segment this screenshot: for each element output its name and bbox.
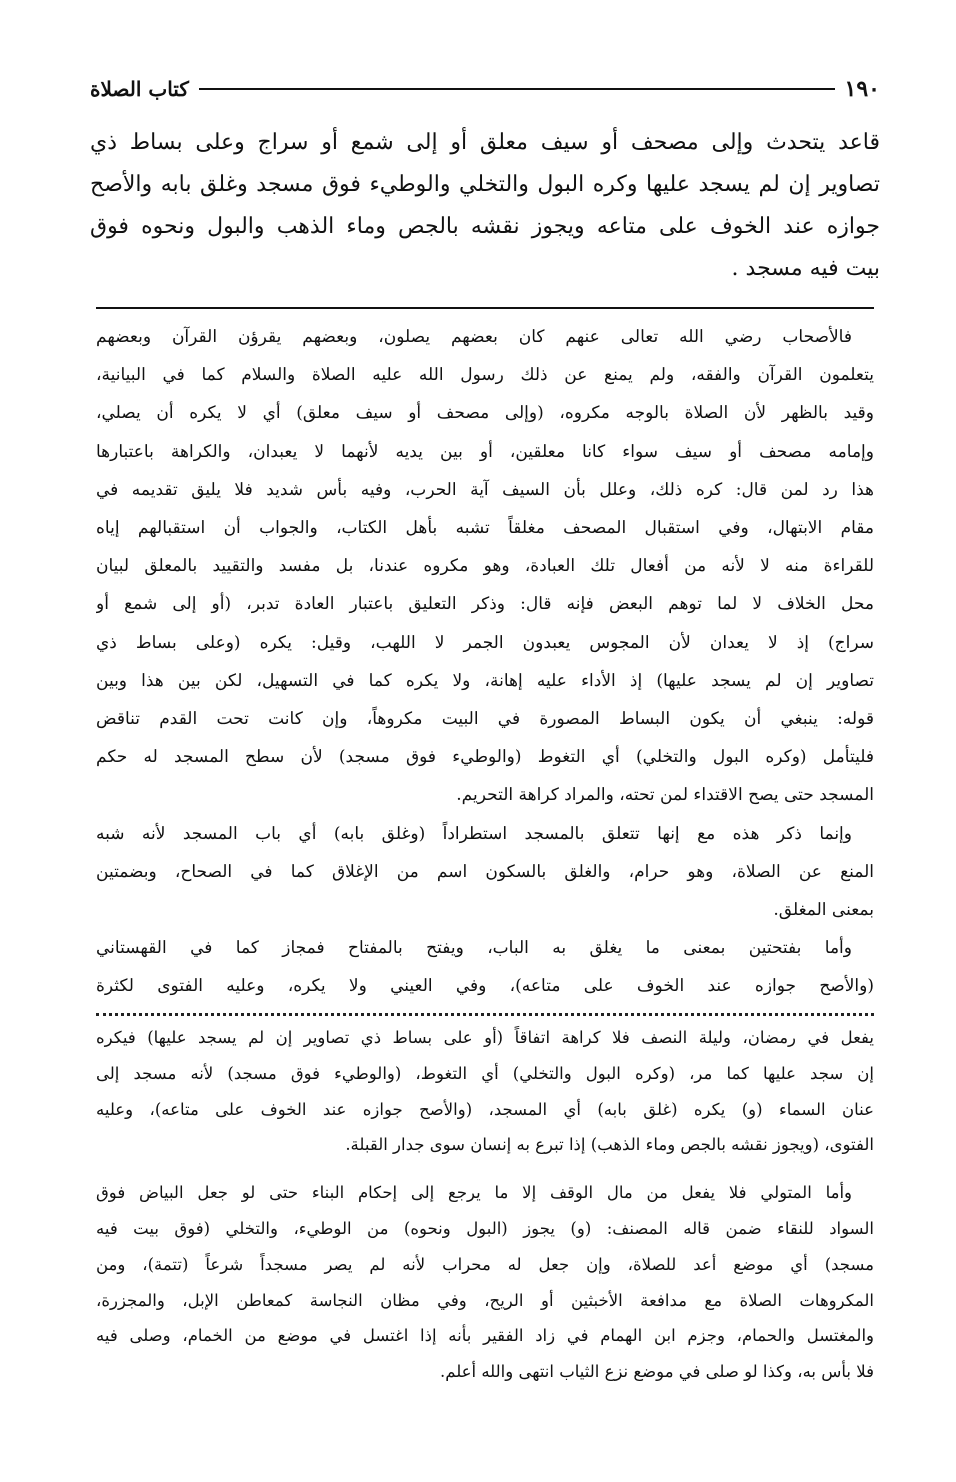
book-title: كتاب الصلاة [90, 77, 189, 101]
commentary-line: وإنما ذكر هذه مع إنها تتعلق بالمسجد استطراداً (وغلق بابه) أي باب المسجد لأنه شبه [96, 823, 852, 844]
footnote-line: فلا بأس به، وكذا لو صلى في موضع نزع الثياب انتهى والله أعلم. [439, 1362, 874, 1382]
main-text-line: جوازه عند الخوف على متاعه ويجوز نقشه بالجص وماء الذهب والبول ونحوه فوق [90, 214, 880, 239]
commentary-line: وقيد بالظهر لأن الصلاة بالوجه مكروه، (وإلى مصحف أو سيف معلق) أي لا يكره أن يصلي، [96, 403, 874, 424]
commentary-line: هذا رد لمن قال: كره ذلك، وعلل بأن السيف آية الحرب، وفيه بأس شديد فلا يليق تقديمه في [96, 479, 874, 500]
footnote-line: يفعل في رمضان، وليلة النصف فلا كراهة اتفاقاً (أو على بساط ذي تصاوير إن لم يسجد عليها) فيكره [96, 1028, 874, 1047]
commentary-text [96, 318, 874, 1006]
footnote-line: والمغتسل والحمام، وجزم ابن الهمام في زاد الفقير بأنه إذا اغتسل في موضع من الخمام، وصلى فيه [96, 1326, 874, 1346]
main-text-line: تصاوير إن لم يسجد عليها وكره البول والتخلي والوطيء فوق مسجد وغلق بابه والأصح [90, 172, 880, 197]
header-rule [199, 88, 835, 90]
commentary-line: وإمامه مصحف أو سيف سواء كانا معلقين، أو بين يديه لأنهما لا يعبدان، والكراهة باعتبارها [96, 441, 874, 462]
page-header [90, 74, 880, 104]
main-text [90, 122, 880, 290]
commentary-line: تصاوير إن لم يسجد عليها) إذ الأداء عليه إهانة، ولا يكره كما في التسهيل، لكن بين هذا وبين [96, 670, 874, 691]
main-text-line: قاعد يتحدث وإلى مصحف أو سيف معلق أو إلى شمع أو سراج وعلى بساط ذي [90, 130, 880, 155]
footnote-line: مسجد) أي موضع أعد للصلاة، وإن جعل له محراب لأنه لم يصر مسجداً شرعاً (تتمة)، ومن [96, 1254, 874, 1274]
commentary-line: (والأصح جوازه عند الخوف على متاعه)، وفي العيني ولا يكره، وعليه الفتوى لكثرة [96, 976, 874, 997]
footnote-line: السواد للنقاء ضمن قاله المصنف: (و) يجوز (البول ونحوه) من الوطيء، والتخلي (فوق بيت فيه [96, 1218, 874, 1238]
commentary-line: يتعلمون القرآن والفقه، ولم يمنع عن ذلك رسول الله عليه الصلاة والسلام كما في البيانية، [96, 365, 874, 386]
commentary-line: قوله: ينبغي أن يكون البساط المصورة في البيت مكروهاً، وإن كانت تحت القدم تناقض [96, 709, 874, 730]
commentary-line: المسجد حتى يصح الاقتداء لمن تحته، والمراد كراهة التحريم. [456, 785, 874, 806]
solid-separator [96, 307, 874, 309]
main-text-line: بيت فيه مسجد . [731, 256, 880, 281]
page-number: ١٩٠ [844, 76, 880, 102]
footnote-line: وأما المتولي فلا يفعل من مال الوقف إلا ما يرجع إلى إحكام البناء حتى لو جعل البياض فوق [96, 1183, 852, 1203]
commentary-line: فليتأمل (وكره البول والتخلي) أي التغوط (والوطيء فوق مسجد) لأن سطح المسجد له حكم [96, 747, 874, 768]
paragraph-gap [96, 1163, 874, 1175]
footnote-text [96, 1020, 874, 1390]
footnote-line: المكروهات الصلاة مع مدافعة الأخبثين أو الريح، وفي مظان النجاسة كمعاطن الإبل، والمجزرة، [96, 1290, 874, 1310]
commentary-line: سراج) إذ لا يعدان لأن المجوس يعبدون الجمر لا اللهب، وقيل: يكره (وعلى بساط ذي [96, 632, 874, 653]
commentary-line: فالأصحاب رضي الله تعالى عنهم كان بعضهم يصلون، وبعضهم يقرؤن القرآن وبعضهم [96, 327, 852, 347]
footnote-line: الفتوى، (ويجوز نقشه بالجص وماء الذهب) إذا تبرع به إنسان سوى جدار القبلة. [345, 1135, 874, 1155]
commentary-line: بمعنى المغلق. [773, 900, 874, 921]
commentary-line: المنع عن الصلاة، وهو حرام، والغلق بالسكون اسم من الإغلاق كما في الصحاح، وبضمتين [96, 861, 874, 882]
commentary-line: محل الخلاف لا لما توهم البعض فإنه قال: وذكر التعليق باعتبار العادة تدبر، (أو إلى شمع أو [96, 594, 874, 615]
footnote-line: إن سجد عليها كما مر، (وكره البول والتخلي) أي التغوط، (والوطيء فوق مسجد) لأنه مسجد إلى [96, 1063, 874, 1083]
dotted-separator [96, 1013, 874, 1016]
commentary-line: للقراءة منه لا لأنه من أفعال تلك العبادة، وهو مكروه عندنا، بل مفسد والتقييد بالمعلق لبيان [96, 556, 874, 577]
commentary-line: وأما بفتحتين بمعنى ما يغلق به الباب، ويفتح بالمفتاح فمجاز كما في القهستاني [96, 938, 852, 959]
commentary-line: مقام الابتهال، وفي استقبال المصحف مغلقاً تشبه بأهل الكتاب، والجواب أن استقبالهم إياه [96, 518, 874, 539]
footnote-line: عنان السماء (و) يكره (غلق بابه) أي المسجد، (والأصح جوازه عند الخوف على متاعه)، وعليه [96, 1099, 874, 1119]
